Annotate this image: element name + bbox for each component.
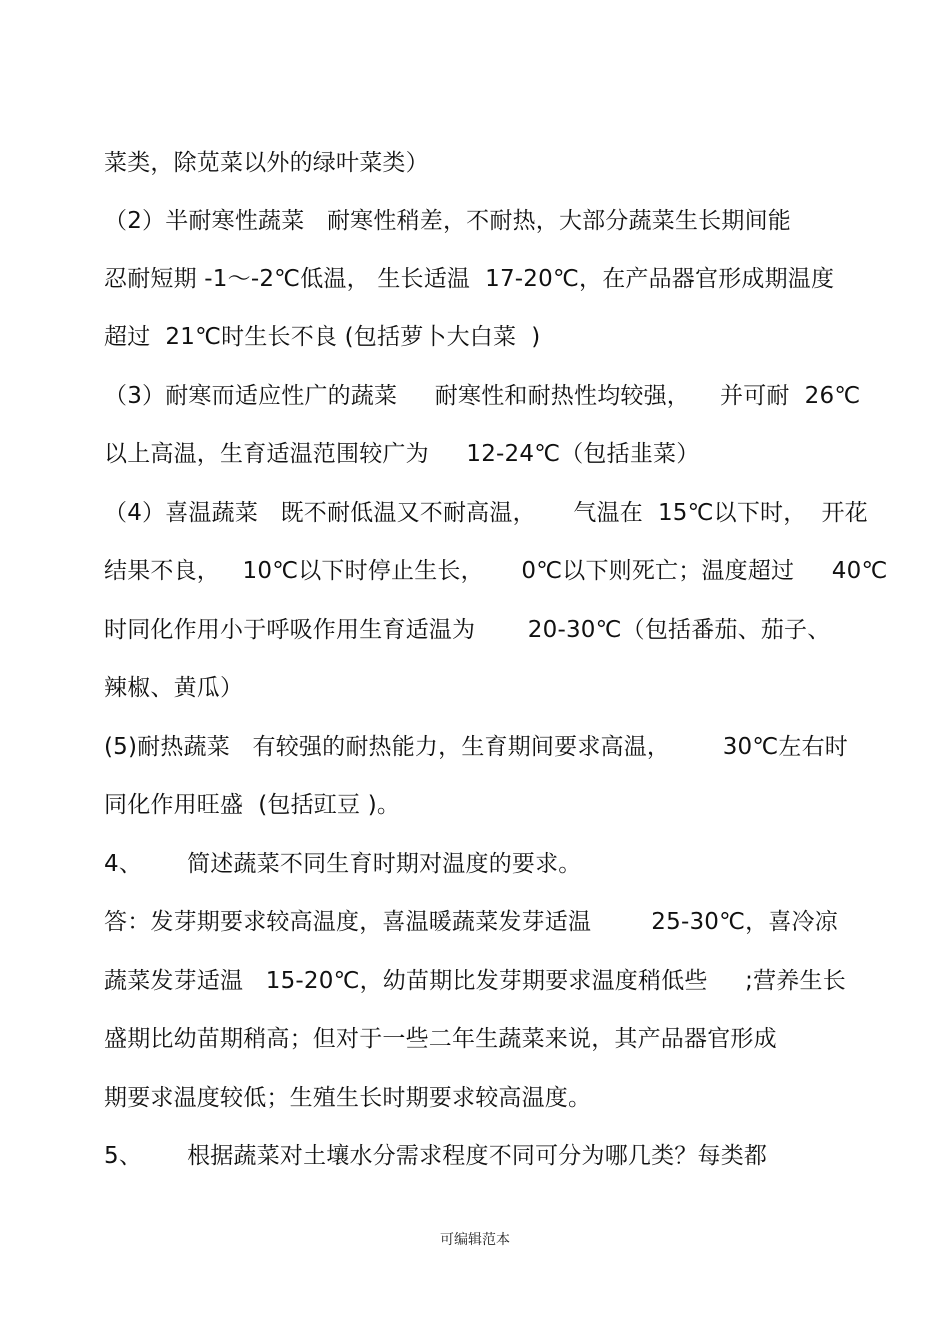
text-line: 忍耐短期 -1～-2℃低温， 生长适温 17-20℃，在产品器官形成期温度 (104, 266, 835, 292)
text-line: （2）半耐寒性蔬菜 耐寒性稍差，不耐热，大部分蔬菜生长期间能 (104, 208, 791, 234)
text-line: 盛期比幼苗期稍高；但对于一些二年生蔬菜来说，其产品器官形成 (104, 1026, 777, 1052)
text-line: 同化作用旺盛 (包括豇豆 )。 (104, 792, 401, 818)
text-line: （3）耐寒而适应性广的蔬菜 耐寒性和耐热性均较强， 并可耐 26℃ (104, 383, 861, 409)
text-line: 期要求温度较低；生殖生长时期要求较高温度。 (104, 1085, 592, 1111)
text-line: 5、 根据蔬菜对土壤水分需求程度不同可分为哪几类？每类都 (104, 1143, 768, 1169)
text-line: 超过 21℃时生长不良 (包括萝卜大白菜 ) (104, 324, 541, 350)
text-line: 辣椒、黄瓜） (104, 675, 244, 701)
text-line: 4、 简述蔬菜不同生育时期对温度的要求。 (104, 851, 582, 877)
text-line: 结果不良， 10℃以下时停止生长， 0℃以下则死亡；温度超过 40℃ (104, 558, 888, 584)
text-line: （4）喜温蔬菜 既不耐低温又不耐高温， 气温在 15℃以下时， 开花 (104, 500, 868, 526)
page-footer: 可编辑范本 (440, 1232, 510, 1248)
text-line: 以上高温，生育适温范围较广为 12-24℃（包括韭菜） (104, 441, 700, 467)
text-line: 答：发芽期要求较高温度，喜温暖蔬菜发芽适温 25-30℃，喜冷凉 (104, 909, 838, 935)
text-line: (5)耐热蔬菜 有较强的耐热能力，生育期间要求高温， 30℃左右时 (104, 734, 848, 760)
text-line: 菜类，除苋菜以外的绿叶菜类） (104, 150, 429, 176)
text-line: 时同化作用小于呼吸作用生育适温为 20-30℃（包括番茄、茄子、 (104, 617, 831, 643)
text-line: 蔬菜发芽适温 15-20℃，幼苗期比发芽期要求温度稍低些 ;营养生长 (104, 968, 846, 994)
